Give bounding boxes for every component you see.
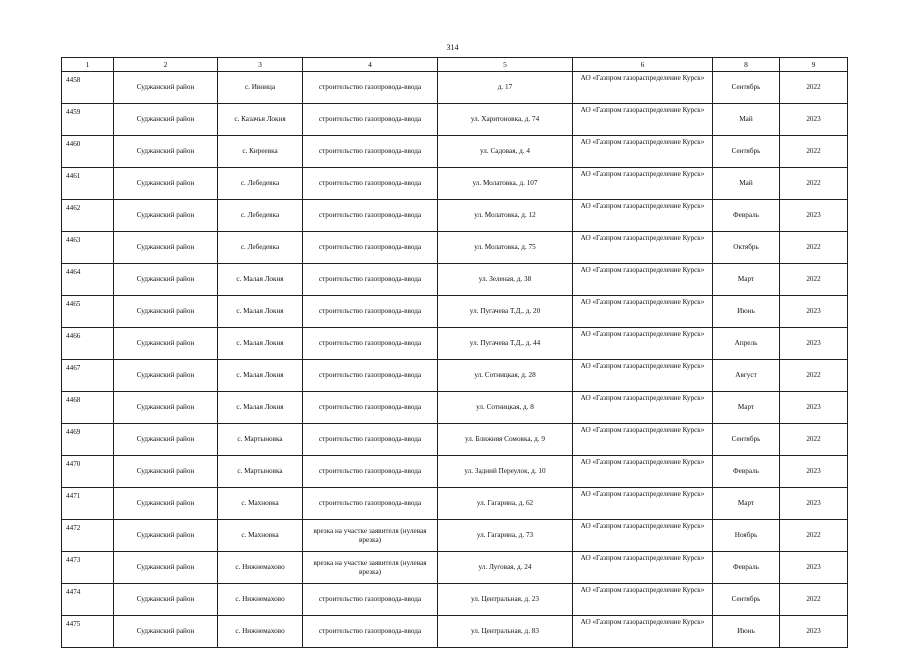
district-cell: Суджанский район xyxy=(114,72,218,104)
row-number: 4472 xyxy=(62,520,114,552)
work-type-cell: строительство газопровода-ввода xyxy=(303,456,438,488)
settlement-cell: с. Нижнемахово xyxy=(218,552,303,584)
work-type-cell: строительство газопровода-ввода xyxy=(303,616,438,648)
operator-cell: АО «Газпром газораспределение Курск» xyxy=(573,264,713,296)
table-row xyxy=(62,616,848,648)
row-number: 4473 xyxy=(62,552,114,584)
settlement-cell: с. Нижнемахово xyxy=(218,616,303,648)
month-cell: Сентябрь xyxy=(713,72,780,104)
row-number: 4465 xyxy=(62,296,114,328)
month-cell: Ноябрь xyxy=(713,520,780,552)
year-cell: 2022 xyxy=(780,232,848,264)
month-cell: Февраль xyxy=(713,200,780,232)
work-type-cell: строительство газопровода-ввода xyxy=(303,72,438,104)
work-type-cell: врезка на участке заявителя (нулевая врезка) xyxy=(303,520,438,552)
address-cell: ул. Задний Переулок, д. 10 xyxy=(438,456,573,488)
settlement-cell: с. Лебедевка xyxy=(218,168,303,200)
district-cell: Суджанский район xyxy=(114,424,218,456)
district-cell: Суджанский район xyxy=(114,488,218,520)
operator-cell: АО «Газпром газораспределение Курск» xyxy=(573,232,713,264)
header-col-number: 1 xyxy=(62,58,114,72)
table-row xyxy=(62,296,848,328)
year-cell: 2022 xyxy=(780,360,848,392)
header-col-settlement: 3 xyxy=(218,58,303,72)
month-cell: Март xyxy=(713,264,780,296)
year-cell: 2023 xyxy=(780,296,848,328)
table-row xyxy=(62,488,848,520)
table-row xyxy=(62,72,848,104)
address-cell: ул. Молатовка, д. 75 xyxy=(438,232,573,264)
table-row xyxy=(62,520,848,552)
header-col-operator: 6 xyxy=(573,58,713,72)
address-cell: ул. Молатовка, д. 107 xyxy=(438,168,573,200)
year-cell: 2023 xyxy=(780,392,848,424)
operator-cell: АО «Газпром газораспределение Курск» xyxy=(573,520,713,552)
district-cell: Суджанский район xyxy=(114,616,218,648)
row-number: 4475 xyxy=(62,616,114,648)
operator-cell: АО «Газпром газораспределение Курск» xyxy=(573,584,713,616)
operator-cell: АО «Газпром газораспределение Курск» xyxy=(573,456,713,488)
month-cell: Февраль xyxy=(713,456,780,488)
district-cell: Суджанский район xyxy=(114,264,218,296)
table-row xyxy=(62,552,848,584)
year-cell: 2022 xyxy=(780,424,848,456)
district-cell: Суджанский район xyxy=(114,168,218,200)
table-row xyxy=(62,104,848,136)
month-cell: Сентябрь xyxy=(713,424,780,456)
district-cell: Суджанский район xyxy=(114,520,218,552)
settlement-cell: с. Мартыновка xyxy=(218,456,303,488)
district-cell: Суджанский район xyxy=(114,456,218,488)
address-cell: ул. Центральная, д. 23 xyxy=(438,584,573,616)
operator-cell: АО «Газпром газораспределение Курск» xyxy=(573,200,713,232)
month-cell: Февраль xyxy=(713,552,780,584)
district-cell: Суджанский район xyxy=(114,232,218,264)
settlement-cell: с. Малая Локня xyxy=(218,392,303,424)
operator-cell: АО «Газпром газораспределение Курск» xyxy=(573,104,713,136)
row-number: 4470 xyxy=(62,456,114,488)
table-row xyxy=(62,456,848,488)
work-type-cell: строительство газопровода-ввода xyxy=(303,264,438,296)
address-cell: ул. Ближняя Сомовка, д. 9 xyxy=(438,424,573,456)
row-number: 4462 xyxy=(62,200,114,232)
row-number: 4463 xyxy=(62,232,114,264)
table-row xyxy=(62,392,848,424)
work-type-cell: строительство газопровода-ввода xyxy=(303,200,438,232)
district-cell: Суджанский район xyxy=(114,104,218,136)
settlement-cell: с. Киреевка xyxy=(218,136,303,168)
address-cell: ул. Зеленая, д. 38 xyxy=(438,264,573,296)
address-cell: д. 17 xyxy=(438,72,573,104)
work-type-cell: строительство газопровода-ввода xyxy=(303,328,438,360)
work-type-cell: строительство газопровода-ввода xyxy=(303,488,438,520)
month-cell: Октябрь xyxy=(713,232,780,264)
year-cell: 2022 xyxy=(780,72,848,104)
month-cell: Апрель xyxy=(713,328,780,360)
address-cell: ул. Гагарина, д. 62 xyxy=(438,488,573,520)
year-cell: 2022 xyxy=(780,168,848,200)
page-number: 314 xyxy=(446,43,459,52)
header-col-work: 4 xyxy=(303,58,438,72)
settlement-cell: с. Малая Локня xyxy=(218,296,303,328)
settlement-cell: с. Малая Локня xyxy=(218,264,303,296)
table-header-row xyxy=(62,58,848,72)
row-number: 4461 xyxy=(62,168,114,200)
settlement-cell: с. Махновка xyxy=(218,488,303,520)
address-cell: ул. Центральная, д. 83 xyxy=(438,616,573,648)
table-row xyxy=(62,136,848,168)
district-cell: Суджанский район xyxy=(114,200,218,232)
work-type-cell: строительство газопровода-ввода xyxy=(303,296,438,328)
table-body xyxy=(62,72,848,648)
operator-cell: АО «Газпром газораспределение Курск» xyxy=(573,136,713,168)
year-cell: 2023 xyxy=(780,200,848,232)
table-row xyxy=(62,424,848,456)
work-type-cell: строительство газопровода-ввода xyxy=(303,584,438,616)
header-col-year: 9 xyxy=(780,58,848,72)
settlement-cell: с. Махновка xyxy=(218,520,303,552)
work-type-cell: строительство газопровода-ввода xyxy=(303,168,438,200)
table-row xyxy=(62,264,848,296)
table-row xyxy=(62,328,848,360)
row-number: 4466 xyxy=(62,328,114,360)
year-cell: 2023 xyxy=(780,488,848,520)
table-row xyxy=(62,168,848,200)
work-type-cell: врезка на участке заявителя (нулевая врезка) xyxy=(303,552,438,584)
row-number: 4474 xyxy=(62,584,114,616)
month-cell: Март xyxy=(713,488,780,520)
operator-cell: АО «Газпром газораспределение Курск» xyxy=(573,488,713,520)
year-cell: 2023 xyxy=(780,552,848,584)
district-cell: Суджанский район xyxy=(114,392,218,424)
address-cell: ул. Сотницкая, д. 8 xyxy=(438,392,573,424)
settlement-cell: с. Лебедевка xyxy=(218,232,303,264)
row-number: 4471 xyxy=(62,488,114,520)
address-cell: ул. Сотницкая, д. 28 xyxy=(438,360,573,392)
operator-cell: АО «Газпром газораспределение Курск» xyxy=(573,424,713,456)
address-cell: ул. Молатовка, д. 12 xyxy=(438,200,573,232)
operator-cell: АО «Газпром газораспределение Курск» xyxy=(573,360,713,392)
settlement-cell: с. Казачья Локня xyxy=(218,104,303,136)
year-cell: 2023 xyxy=(780,616,848,648)
header-col-address: 5 xyxy=(438,58,573,72)
table-row xyxy=(62,200,848,232)
address-cell: ул. Пугачева Т.Д., д. 44 xyxy=(438,328,573,360)
table-row xyxy=(62,360,848,392)
row-number: 4468 xyxy=(62,392,114,424)
table-row xyxy=(62,584,848,616)
row-number: 4459 xyxy=(62,104,114,136)
row-number: 4458 xyxy=(62,72,114,104)
header-col-district: 2 xyxy=(114,58,218,72)
work-type-cell: строительство газопровода-ввода xyxy=(303,424,438,456)
work-type-cell: строительство газопровода-ввода xyxy=(303,136,438,168)
row-number: 4464 xyxy=(62,264,114,296)
work-type-cell: строительство газопровода-ввода xyxy=(303,360,438,392)
district-cell: Суджанский район xyxy=(114,136,218,168)
header-col-month: 8 xyxy=(713,58,780,72)
year-cell: 2023 xyxy=(780,456,848,488)
operator-cell: АО «Газпром газораспределение Курск» xyxy=(573,616,713,648)
month-cell: Август xyxy=(713,360,780,392)
operator-cell: АО «Газпром газораспределение Курск» xyxy=(573,72,713,104)
month-cell: Май xyxy=(713,168,780,200)
work-type-cell: строительство газопровода-ввода xyxy=(303,232,438,264)
gas-connection-table xyxy=(61,57,848,648)
settlement-cell: с. Лебедевка xyxy=(218,200,303,232)
year-cell: 2023 xyxy=(780,328,848,360)
operator-cell: АО «Газпром газораспределение Курск» xyxy=(573,168,713,200)
settlement-cell: с. Мартыновка xyxy=(218,424,303,456)
address-cell: ул. Гагарина, д. 73 xyxy=(438,520,573,552)
year-cell: 2022 xyxy=(780,520,848,552)
row-number: 4467 xyxy=(62,360,114,392)
month-cell: Июнь xyxy=(713,296,780,328)
work-type-cell: строительство газопровода-ввода xyxy=(303,392,438,424)
district-cell: Суджанский район xyxy=(114,328,218,360)
district-cell: Суджанский район xyxy=(114,360,218,392)
address-cell: ул. Харитоновка, д. 74 xyxy=(438,104,573,136)
row-number: 4460 xyxy=(62,136,114,168)
year-cell: 2022 xyxy=(780,264,848,296)
settlement-cell: с. Нижнемахово xyxy=(218,584,303,616)
month-cell: Май xyxy=(713,104,780,136)
settlement-cell: с. Малая Локня xyxy=(218,360,303,392)
address-cell: ул. Луговая, д. 24 xyxy=(438,552,573,584)
table-row xyxy=(62,232,848,264)
month-cell: Март xyxy=(713,392,780,424)
year-cell: 2022 xyxy=(780,584,848,616)
district-cell: Суджанский район xyxy=(114,584,218,616)
district-cell: Суджанский район xyxy=(114,296,218,328)
year-cell: 2022 xyxy=(780,136,848,168)
operator-cell: АО «Газпром газораспределение Курск» xyxy=(573,296,713,328)
work-type-cell: строительство газопровода-ввода xyxy=(303,104,438,136)
district-cell: Суджанский район xyxy=(114,552,218,584)
operator-cell: АО «Газпром газораспределение Курск» xyxy=(573,552,713,584)
settlement-cell: с. Ивница xyxy=(218,72,303,104)
address-cell: ул. Пугачева Т.Д., д. 20 xyxy=(438,296,573,328)
month-cell: Сентябрь xyxy=(713,584,780,616)
operator-cell: АО «Газпром газораспределение Курск» xyxy=(573,392,713,424)
month-cell: Июнь xyxy=(713,616,780,648)
row-number: 4469 xyxy=(62,424,114,456)
year-cell: 2023 xyxy=(780,104,848,136)
settlement-cell: с. Малая Локня xyxy=(218,328,303,360)
address-cell: ул. Садовая, д. 4 xyxy=(438,136,573,168)
operator-cell: АО «Газпром газораспределение Курск» xyxy=(573,328,713,360)
month-cell: Сентябрь xyxy=(713,136,780,168)
